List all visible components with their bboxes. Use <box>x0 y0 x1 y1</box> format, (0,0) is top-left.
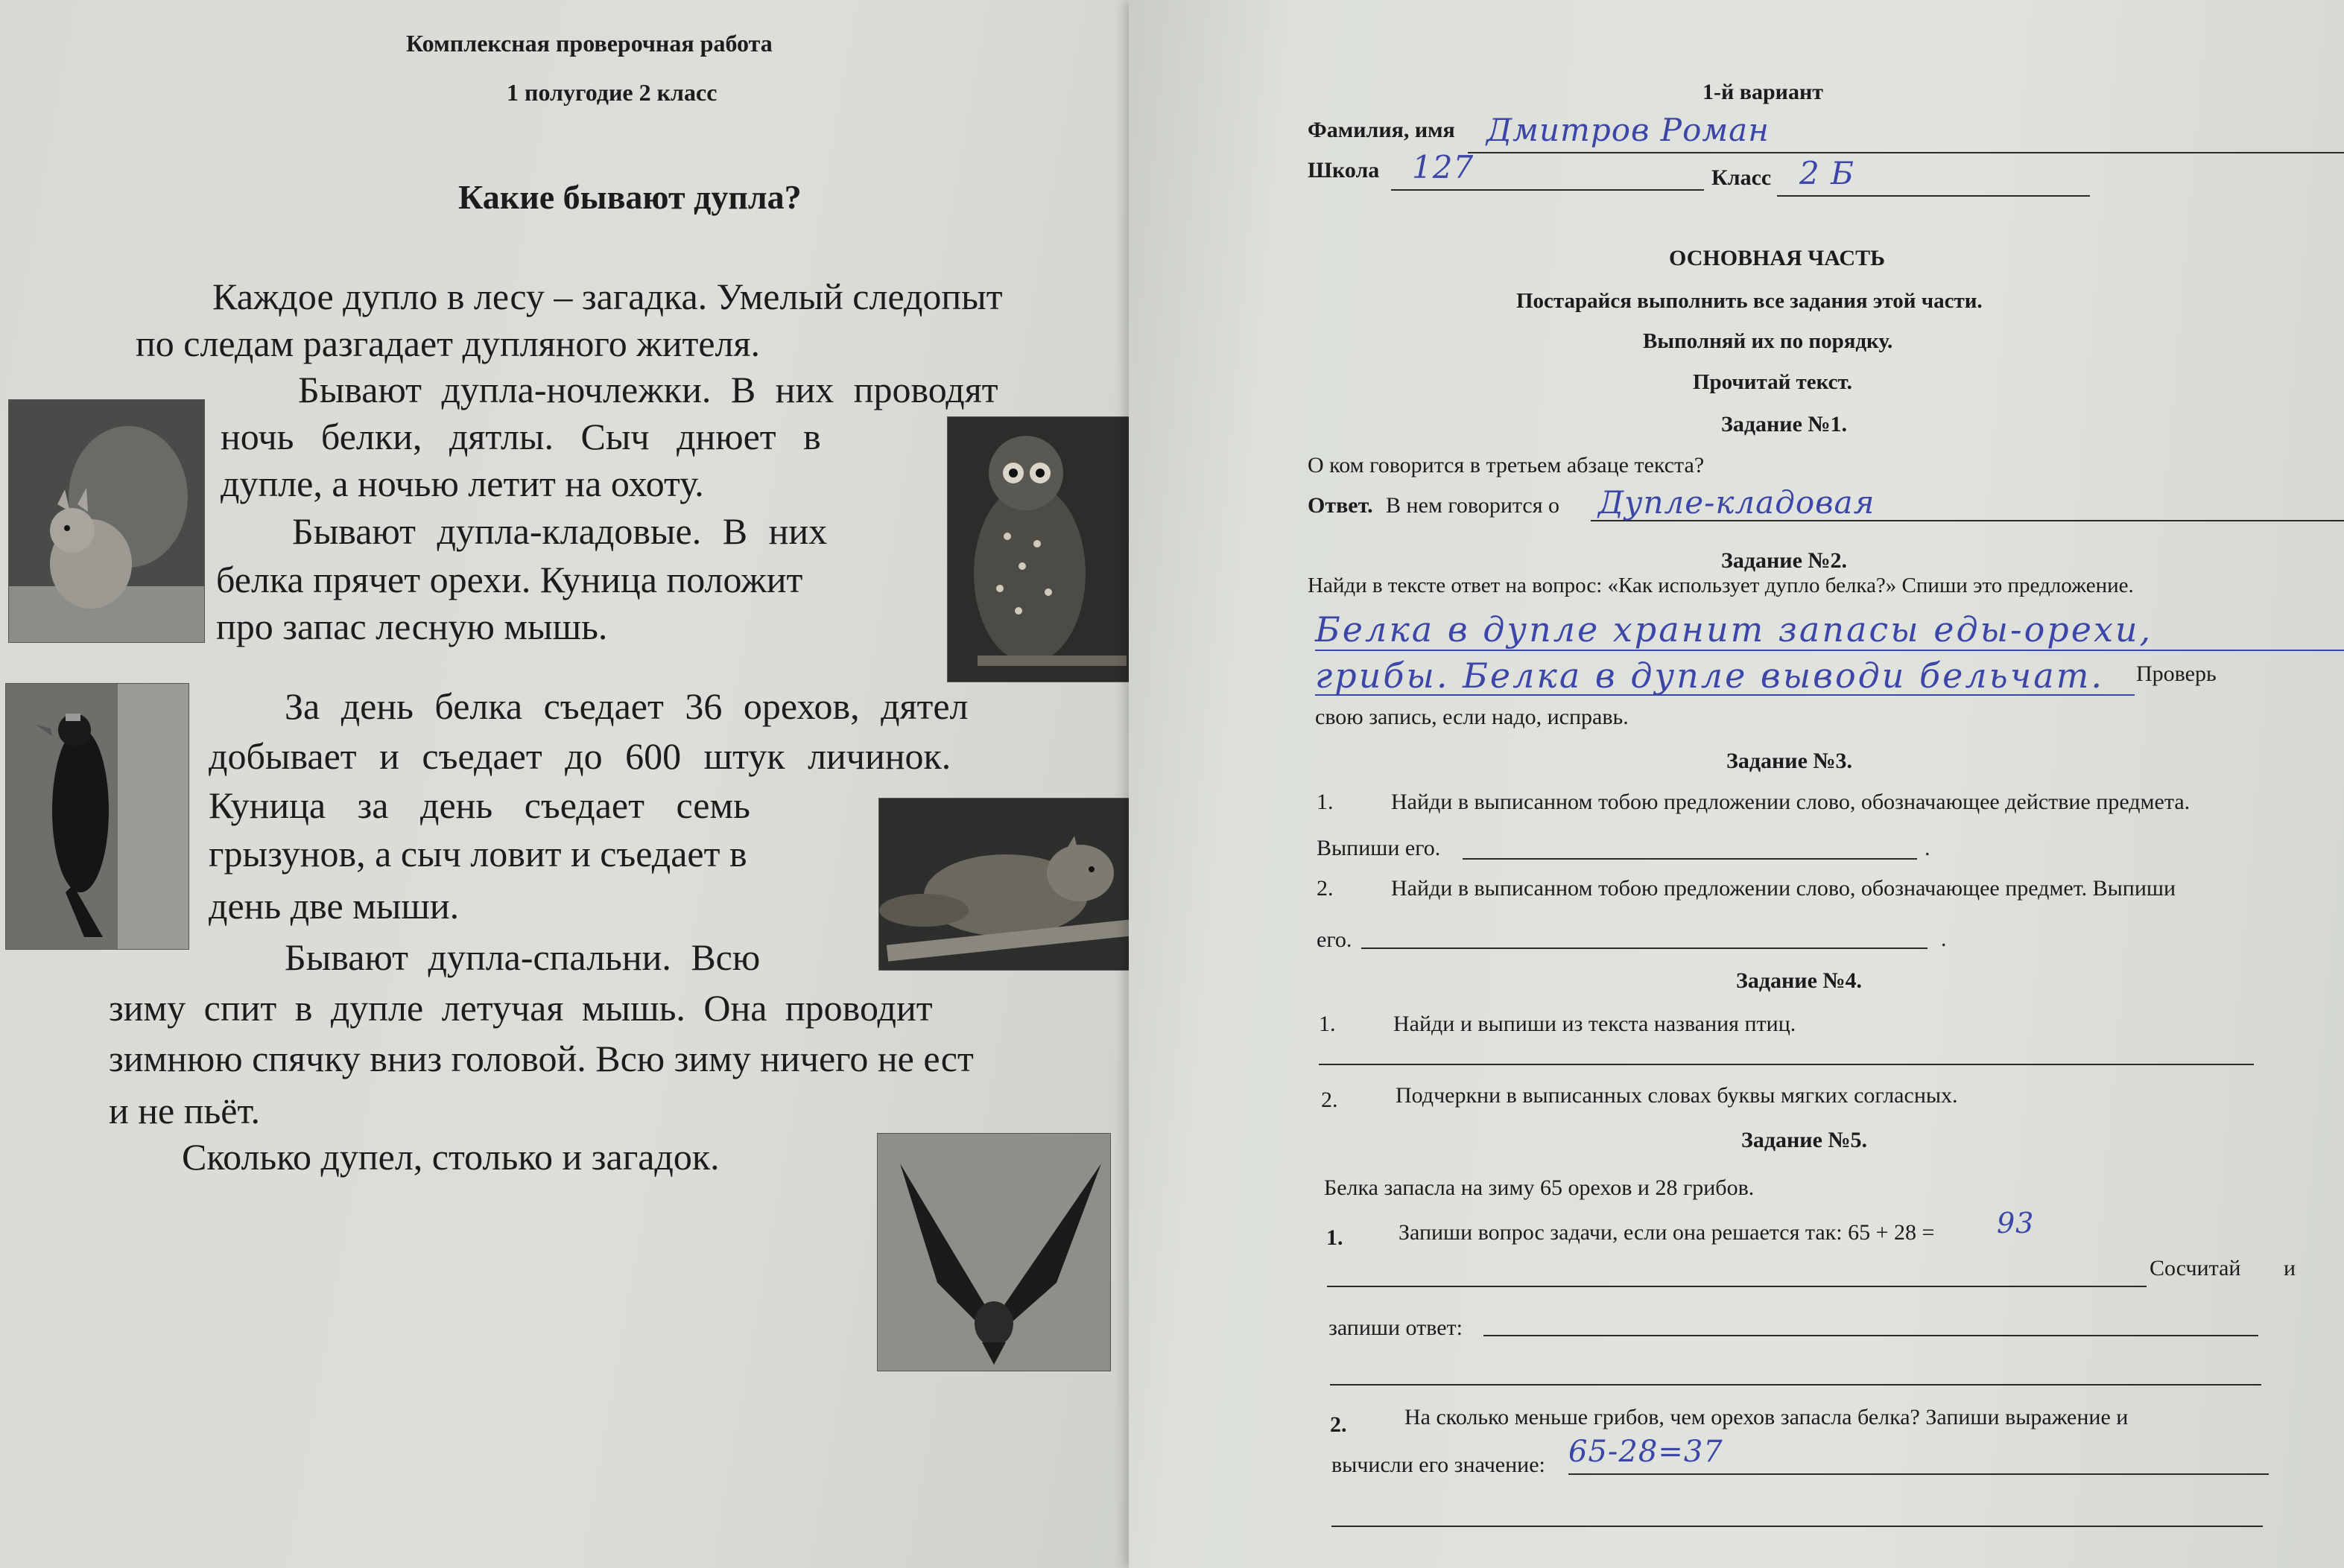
story-line: добывает и съедает до 600 штук личинок. <box>209 735 951 777</box>
task2-handwritten-line2: грибы. Белка в дупле выводи бельчат. <box>1315 656 2104 696</box>
school-handwritten: 127 <box>1412 149 1474 185</box>
task3-question2: Найди в выписанном тобою предложении слово, обозначающее предмет. Выпиши <box>1391 876 2176 901</box>
task5-number: 2. <box>1330 1412 1347 1437</box>
main-part-heading: ОСНОВНАЯ ЧАСТЬ <box>1669 246 1885 270</box>
period: . <box>1925 836 1930 860</box>
story-line: Бывают дупла-ночлежки. В них проводят <box>298 369 998 410</box>
surname-handwritten: Дмитров Роман <box>1486 112 1770 148</box>
period: . <box>1941 927 1947 951</box>
story-line: зимнюю спячку вниз головой. Всю зиму ничего не ест <box>109 1038 974 1079</box>
task2-check-text: Проверь <box>2136 661 2217 686</box>
surname-label: Фамилия, имя <box>1308 118 1455 142</box>
class-line <box>1777 195 2090 197</box>
task4-number: 2. <box>1321 1088 1338 1112</box>
story-line: Бывают дупла-спальни. Всю <box>285 936 761 978</box>
task5-answer-line <box>1330 1384 2261 1386</box>
story-line: зиму спит в дупле летучая мышь. Она проводит <box>109 987 933 1029</box>
bat-photo <box>878 1134 1110 1371</box>
task4-answer-line <box>1319 1064 2254 1065</box>
task3-question2-cont: его. <box>1317 927 1352 952</box>
surname-line <box>1468 152 2344 153</box>
task5-answer-line <box>1331 1526 2263 1527</box>
task4-question2: Подчеркни в выписанных словах буквы мягких согласных. <box>1396 1083 1958 1108</box>
class-handwritten: 2 Б <box>1799 155 1854 191</box>
story-line: день две мыши. <box>209 885 460 927</box>
task1-answer-label: Ответ. <box>1308 493 1373 518</box>
task4-number: 1. <box>1319 1012 1336 1036</box>
story-line: За день белка съедает 36 орехов, дятел <box>285 685 969 727</box>
task3-question1-cont: Выпиши его. <box>1317 836 1441 860</box>
task3-title: Задание №3. <box>1726 749 1853 773</box>
task5-write-answer-label: запиши ответ: <box>1328 1315 1463 1340</box>
story-line: Сколько дупел, столько и загадок. <box>182 1136 720 1178</box>
header-grade: 1 полугодие 2 класс <box>507 79 718 106</box>
task2-title: Задание №2. <box>1721 548 1848 573</box>
task4-title: Задание №4. <box>1736 968 1863 993</box>
task5-handwritten-answer2: 65-28=37 <box>1568 1435 1723 1469</box>
story-line: про запас лесную мышь. <box>216 606 608 647</box>
task5-title: Задание №5. <box>1741 1128 1868 1152</box>
task2-handwritten-line1: Белка в дупле хранит запасы еды-орехи, <box>1315 609 2153 650</box>
task1-handwritten: Дупле-кладовая <box>1598 484 1875 521</box>
task5-number: 1. <box>1326 1225 1343 1250</box>
class-label: Класс <box>1711 165 1772 190</box>
task2-check-text: свою запись, если надо, исправь. <box>1315 705 1629 729</box>
task3-answer-line <box>1463 858 1917 860</box>
story-title: Какие бывают дупла? <box>458 178 802 216</box>
task3-number: 1. <box>1317 790 1334 814</box>
header-work-title: Комплексная проверочная работа <box>406 30 773 57</box>
story-line: по следам разгадает дупляного жителя. <box>136 323 760 364</box>
task1-question: О ком говорится в третьем абзаце текста? <box>1308 453 1705 477</box>
story-line: грызунов, а сыч ловит и съедает в <box>209 833 747 875</box>
story-line: дупле, а ночью летит на охоту. <box>221 463 704 504</box>
task2-answer-line <box>1315 650 2344 651</box>
task5-question2: На сколько меньше грибов, чем орехов запасла белка? Запиши выражение и <box>1404 1405 2129 1429</box>
story-line: и не пьёт. <box>109 1090 261 1131</box>
story-line: белка прячет орехи. Куница положит <box>216 559 803 600</box>
owl-photo <box>948 417 1140 682</box>
squirrel-photo <box>9 400 204 642</box>
task3-number: 2. <box>1317 876 1334 901</box>
story-line: Каждое дупло в лесу – загадка. Умелый следопыт <box>212 276 1003 317</box>
woodpecker-photo <box>6 684 189 949</box>
story-line: Куница за день съедает семь <box>209 784 750 826</box>
task5-question-line <box>1327 1286 2147 1287</box>
school-line <box>1391 189 1704 191</box>
task5-answer-line <box>1568 1473 2269 1475</box>
task2-question: Найди в тексте ответ на вопрос: «Как использует дупло белка?» Спиши это предложение. <box>1308 574 2134 597</box>
reading-text-page <box>0 0 1162 1568</box>
story-line: Бывают дупла-кладовые. В них <box>292 510 828 552</box>
worksheet-page <box>1129 0 2344 1568</box>
task3-question1: Найди в выписанном тобою предложении слово, обозначающее действие предмета. <box>1391 790 2191 814</box>
task5-and-label: и <box>2284 1256 2296 1280</box>
instruction: Прочитай текст. <box>1693 370 1852 394</box>
instruction: Выполняй их по порядку. <box>1643 329 1893 353</box>
task5-question1: Запиши вопрос задачи, если она решается так: 65 + 28 = <box>1399 1220 1935 1245</box>
task5-handwritten-answer1: 93 <box>1997 1207 2035 1240</box>
task5-intro: Белка запасла на зиму 65 орехов и 28 грибов. <box>1324 1175 1755 1200</box>
task1-title: Задание №1. <box>1721 412 1848 437</box>
task4-question1: Найди и выпиши из текста названия птиц. <box>1393 1012 1796 1036</box>
story-line: ночь белки, дятлы. Сыч днюет в <box>221 416 821 457</box>
school-label: Школа <box>1308 158 1380 182</box>
task1-answer-prefix: В нем говорится о <box>1386 493 1560 518</box>
instruction: Постарайся выполнить все задания этой части. <box>1516 289 1983 313</box>
task3-answer-line <box>1361 948 1928 949</box>
task5-count-label: Сосчитай <box>2150 1256 2241 1280</box>
variant-label: 1-й вариант <box>1702 80 1823 104</box>
task2-answer-line <box>1315 694 2135 696</box>
task5-answer-line <box>1483 1335 2258 1336</box>
marten-photo <box>879 799 1133 970</box>
task5-question2-cont: вычисли его значение: <box>1331 1453 1545 1477</box>
